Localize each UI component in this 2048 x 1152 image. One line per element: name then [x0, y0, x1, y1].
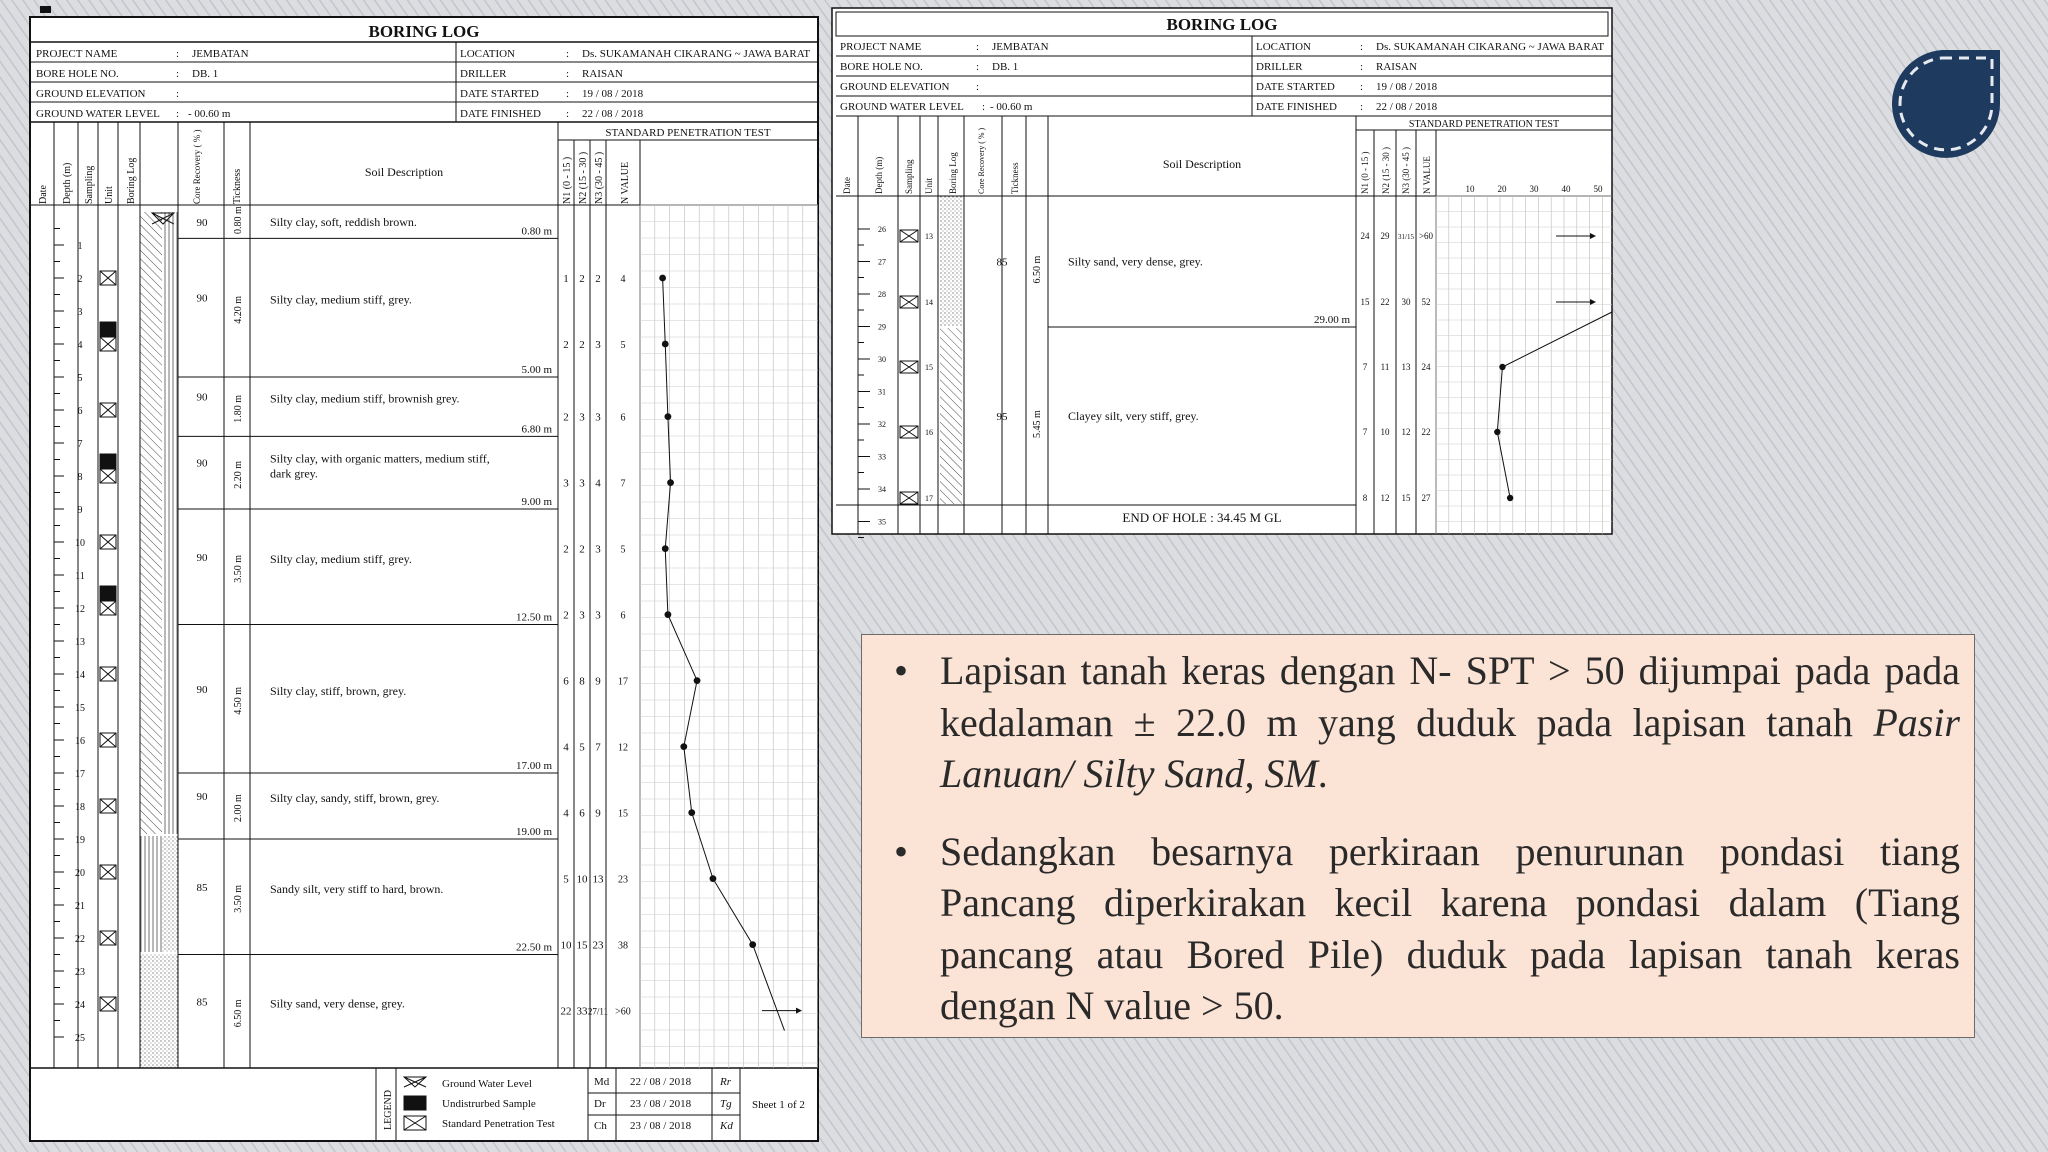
core-recovery: 85	[196, 881, 208, 894]
sample-number: 17	[925, 494, 933, 503]
layer-bottom-depth: 19.00 m	[515, 826, 552, 838]
depth-tick-label: 6	[77, 406, 83, 417]
layer-thickness: 3.50 m	[233, 884, 244, 913]
layer-description-2: Clayey silt, very stiff, grey.	[1068, 409, 1199, 423]
bullet-1: • Lapisan tanah keras dengan N- SPT > 50 dijumpai pada pada kedalaman ± 22.0 m yang duduk pada lapisan tanah Pasir Lanuan/ Silty Sand, SM.	[894, 648, 1960, 796]
spt-n-value-2: 27	[1421, 493, 1431, 503]
layer-description: Silty clay, medium stiff, grey.	[270, 551, 412, 566]
spt-n2: 33	[576, 1005, 588, 1018]
svg-text::: :	[176, 68, 180, 80]
spt-scale-label: 30	[1529, 184, 1539, 194]
log1-title: BORING LOG	[368, 22, 480, 41]
spt-n-value-2: >60	[1418, 231, 1434, 241]
log2-location-value: Ds. SUKAMANAH CIKARANG ~ JAWA BARAT	[1376, 41, 1605, 53]
spt-n3: 3	[595, 609, 601, 622]
depth-tick-label: 19	[75, 835, 85, 846]
sand-pattern-2	[940, 196, 962, 326]
log1-started-label: DATE STARTED	[460, 88, 539, 100]
layer-thickness: 0.80 m	[233, 206, 244, 234]
log1-location-value: Ds. SUKAMANAH CIKARANG ~ JAWA BARAT	[582, 48, 811, 60]
spt-n1-2: 15	[1360, 297, 1370, 307]
depth-tick-label: 18	[75, 802, 85, 813]
spt-n1: 3	[563, 477, 569, 490]
log1-col-boring: Boring Log	[126, 157, 137, 204]
spt-scale-label: 50	[1593, 184, 1603, 194]
spt-n2: 2	[579, 543, 585, 556]
spt-n1: 2	[563, 609, 569, 622]
depth-tick-label: 25	[75, 1033, 85, 1044]
spt-scale-label: 40	[1561, 184, 1571, 194]
legend-ch-date: 23 / 08 / 2018	[630, 1120, 692, 1132]
log2-gwl-label: GROUND WATER LEVEL	[840, 101, 964, 113]
spt-n-value: 4	[620, 274, 626, 285]
spt-n2: 5	[579, 741, 585, 754]
spt-n-value: >60	[615, 1006, 631, 1018]
svg-text::: :	[566, 48, 570, 60]
log2-col-date: Date	[842, 177, 852, 194]
depth-tick-label: 4	[77, 340, 83, 351]
svg-text::: :	[566, 68, 570, 80]
core-recovery: 90	[196, 217, 208, 229]
layer-thickness: 1.80 m	[233, 394, 244, 423]
log1-col-recovery: Core Recovery ( % )	[192, 129, 202, 204]
spt-n1: 2	[563, 543, 569, 556]
log1-driller-value: RAISAN	[582, 68, 623, 80]
silt-pattern-2	[940, 328, 962, 504]
depth-tick-label: 23	[75, 967, 85, 978]
layer-thickness-2: 6.50 m	[1032, 255, 1043, 284]
core-recovery-2: 85	[996, 256, 1008, 269]
spt-n1: 2	[563, 411, 569, 424]
log2-finished-value: 22 / 08 / 2018	[1376, 101, 1438, 113]
layer-bottom-depth: 12.50 m	[515, 611, 552, 624]
spt-n2-2: 22	[1380, 297, 1390, 307]
log2-col-boring: Boring Log	[948, 152, 958, 194]
log2-location-label: LOCATION	[1256, 41, 1311, 53]
spt-n2-2: 10	[1380, 427, 1390, 437]
layer-description: Silty clay, with organic matters, medium stiff,	[270, 451, 490, 466]
spt-n-value: 15	[618, 808, 628, 820]
spt-n2-2: 29	[1380, 231, 1390, 241]
spt-n3: 3	[595, 411, 601, 424]
depth-tick-label-2: 30	[878, 355, 886, 364]
spt-n1: 22	[560, 1005, 572, 1018]
spt-n1: 6	[563, 675, 569, 688]
log2-col-n2: N2 (15 - 30 )	[1381, 147, 1391, 194]
spt-n3: 7	[595, 741, 601, 754]
svg-text::: :	[1360, 81, 1364, 93]
depth-tick-label: 12	[75, 604, 85, 615]
layer-thickness: 2.00 m	[233, 794, 244, 822]
spt-n3-2: 15	[1401, 493, 1411, 503]
legend-ch-label: Ch	[594, 1120, 607, 1132]
spt-n2-2: 12	[1380, 493, 1390, 503]
layer-thickness-2: 5.45 m	[1032, 410, 1043, 438]
layer-description: Sandy silt, very stiff to hard, brown.	[270, 881, 444, 896]
spt-n1-2: 7	[1362, 362, 1368, 372]
legend-md-date: 22 / 08 / 2018	[630, 1076, 692, 1088]
legend-us: Undistrurbed Sample	[442, 1098, 536, 1110]
layer-description-2: dark grey.	[270, 466, 318, 481]
log2-col-spt: STANDARD PENETRATION TEST	[1408, 119, 1560, 130]
depth-tick-label: 14	[75, 670, 85, 681]
spt-n2: 2	[579, 339, 585, 351]
legend-gwl: Ground Water Level	[442, 1078, 532, 1090]
depth-tick-label: 13	[75, 637, 85, 648]
log1-gwl-label: GROUND WATER LEVEL	[36, 108, 160, 120]
core-recovery: 85	[196, 996, 208, 1009]
spt-n2: 6	[579, 807, 585, 820]
log1-col-n3: N3 (30 - 45 )	[594, 151, 605, 204]
log2-borehole-label: BORE HOLE NO.	[840, 61, 923, 73]
log2-col-n1: N1 (0 - 15 )	[1360, 151, 1370, 194]
log1-finished-value: 22 / 08 / 2018	[582, 108, 644, 120]
svg-text::: :	[566, 88, 570, 100]
spt-n1: 5	[563, 873, 569, 886]
depth-tick-label-2: 28	[878, 290, 886, 299]
spt-n3: 2	[595, 273, 601, 285]
log1-col-n1: N1 (0 - 15 )	[562, 156, 573, 204]
layer-thickness: 2.20 m	[233, 460, 244, 489]
svg-text::: :	[176, 108, 180, 120]
depth-tick-label: 15	[75, 703, 85, 714]
log1-started-value: 19 / 08 / 2018	[582, 88, 644, 100]
depth-tick-label: 9	[77, 505, 83, 516]
sample-number: 13	[925, 232, 933, 241]
layer-bottom-depth: 22.50 m	[515, 941, 552, 954]
legend-md-label: Md	[594, 1076, 610, 1088]
bullet-2: • Sedangkan besarnya perkiraan penurunan pondasi tiang Pancang diperkirakan kecil karena pondasi dalam (Tiang pancang atau Bored Pile) duduk pada lapisan tanah keras dengan N value > 50.	[894, 828, 1960, 1028]
depth-tick-label-2: 31	[878, 387, 886, 397]
spt-n2: 3	[579, 477, 585, 490]
log1-location-label: LOCATION	[460, 48, 515, 60]
depth-tick-label: 3	[77, 307, 83, 318]
legend-md-init: Rr	[720, 1076, 731, 1088]
legend-ch-init: Kd	[720, 1120, 733, 1132]
layer-description: Silty clay, sandy, stiff, brown, grey.	[270, 791, 440, 805]
log2-finished-label: DATE FINISHED	[1256, 101, 1337, 113]
log1-col-sampling: Sampling	[84, 165, 95, 204]
depth-tick-label: 7	[77, 439, 83, 450]
layer-thickness: 3.50 m	[233, 554, 244, 583]
log1-col-n: N VALUE	[620, 161, 631, 204]
core-recovery: 90	[196, 791, 208, 803]
sample-number: 16	[925, 428, 933, 437]
spt-n3: 3	[595, 339, 601, 351]
spt-n1: 1	[563, 273, 569, 285]
log1-col-thickness: Tickness	[232, 168, 243, 204]
log2-col-sampling: Sampling	[904, 159, 914, 194]
spt-n3-2: 30	[1401, 297, 1411, 307]
spt-n-value: 5	[620, 544, 626, 556]
svg-text::: :	[176, 88, 180, 100]
depth-tick-label: 10	[75, 538, 85, 549]
depth-tick-label-2: 26	[878, 225, 886, 234]
legend-dr-label: Dr	[594, 1098, 606, 1110]
spt-n-value: 5	[620, 340, 626, 351]
layer-thickness: 4.50 m	[233, 686, 244, 715]
log1-borehole-label: BORE HOLE NO.	[36, 68, 119, 80]
spt-n-value-2: 52	[1421, 297, 1431, 307]
log2-gwl-value: - 00.60 m	[990, 101, 1033, 113]
log2-col-n: N VALUE	[1422, 156, 1432, 194]
core-recovery-2: 95	[996, 411, 1008, 423]
log2-started-value: 19 / 08 / 2018	[1376, 81, 1438, 93]
spt-n2: 15	[576, 939, 588, 952]
spt-n1-2: 8	[1362, 493, 1368, 503]
core-recovery: 90	[196, 457, 208, 470]
depth-tick-label-2: 34	[878, 485, 886, 494]
sample-number: 14	[925, 298, 933, 307]
depth-tick-label: 17	[75, 769, 85, 780]
log2-col-n3: N3 (30 - 45 )	[1401, 147, 1411, 194]
spt-n-value: 38	[618, 940, 628, 952]
spt-n-value: 23	[618, 874, 628, 886]
svg-text::: :	[976, 41, 980, 53]
layer-description: Silty sand, very dense, grey.	[270, 996, 405, 1011]
svg-text::: :	[1360, 41, 1364, 53]
spt-n3: 9	[595, 807, 601, 820]
legend-dr-date: 23 / 08 / 2018	[630, 1098, 692, 1110]
depth-tick-label: 11	[75, 571, 85, 582]
spt-n3-2: 13	[1401, 362, 1411, 372]
depth-tick-label: 1	[77, 241, 83, 252]
spt-n-value-2: 22	[1421, 427, 1431, 437]
log1-col-soil: Soil Description	[364, 165, 444, 179]
layer-bottom-depth: 9.00 m	[521, 496, 552, 508]
depth-tick-label: 5	[77, 373, 83, 384]
spt-scale-label: 20	[1497, 184, 1507, 194]
svg-text::: :	[976, 61, 980, 73]
core-recovery: 90	[196, 551, 208, 564]
log2-borehole-value: DB. 1	[992, 61, 1019, 73]
layer-bottom-depth: 17.00 m	[515, 760, 552, 772]
svg-text::: :	[176, 48, 180, 60]
layer-description-2: Silty sand, very dense, grey.	[1068, 254, 1203, 269]
n-value-point-2	[1507, 495, 1513, 501]
depth-tick-label: 24	[75, 1000, 85, 1011]
svg-text::: :	[1360, 101, 1364, 113]
log1-col-n2: N2 (15 - 30 )	[578, 151, 589, 204]
log2-col-recovery: Core Recovery ( % )	[977, 127, 986, 194]
spt-n2: 10	[576, 873, 588, 886]
spt-n3-2: 12	[1401, 427, 1411, 437]
core-recovery: 90	[196, 292, 208, 305]
core-recovery: 90	[196, 683, 208, 696]
layer-bottom-depth: 6.80 m	[521, 423, 552, 436]
log1-col-depth: Depth (m)	[62, 162, 73, 204]
legend-dr-init: Tg	[720, 1098, 732, 1110]
depth-tick-label-2: 33	[878, 452, 886, 462]
spt-n3: 27/11	[587, 1006, 609, 1017]
spt-n-value: 6	[620, 610, 626, 622]
spt-n-value-2: 24	[1421, 362, 1431, 372]
spt-n-value: 7	[620, 478, 626, 490]
legend-title: LEGEND	[383, 1090, 394, 1130]
depth-tick-label: 20	[75, 868, 85, 879]
spt-n1: 10	[560, 939, 572, 952]
log1-elev-label: GROUND ELEVATION	[36, 88, 146, 100]
log2-driller-label: DRILLER	[1256, 61, 1303, 73]
log1-finished-label: DATE FINISHED	[460, 108, 541, 120]
log2-project-label: PROJECT NAME	[840, 41, 922, 53]
layer-thickness: 6.50 m	[233, 999, 244, 1028]
spt-n3: 23	[592, 939, 604, 952]
log2-col-depth: Depth (m)	[874, 156, 884, 194]
log2-project-value: JEMBATAN	[992, 41, 1049, 53]
log1-driller-label: DRILLER	[460, 68, 507, 80]
depth-tick-label: 2	[77, 274, 83, 285]
spt-n-value: 12	[618, 742, 628, 754]
spt-n2: 3	[579, 609, 585, 622]
log2-elev-label: GROUND ELEVATION	[840, 81, 950, 93]
svg-text::: :	[976, 81, 980, 93]
layer-description: Silty clay, stiff, brown, grey.	[270, 683, 407, 698]
log1-col-unit: Unit	[104, 186, 115, 204]
log2-driller-value: RAISAN	[1376, 61, 1417, 73]
spt-n3: 4	[595, 477, 601, 490]
svg-text::: :	[982, 101, 986, 113]
end-of-hole: END OF HOLE : 34.45 M GL	[1122, 510, 1282, 525]
log1-col-spt: STANDARD PENETRATION TEST	[605, 127, 771, 139]
log2-started-label: DATE STARTED	[1256, 81, 1335, 93]
layer-thickness: 4.20 m	[233, 295, 244, 324]
log1-col-date: Date	[38, 185, 49, 204]
spt-scale-label: 10	[1465, 184, 1475, 194]
legend-spt: Standard Penetration Test	[442, 1118, 555, 1130]
log1-project-value: JEMBATAN	[192, 48, 249, 60]
depth-tick-label: 8	[77, 472, 83, 483]
spt-n-value: 17	[618, 676, 628, 688]
summary-text-box	[861, 634, 1975, 1038]
sheet-number: Sheet 1 of 2	[752, 1099, 805, 1111]
log2-title: BORING LOG	[1166, 15, 1278, 34]
spt-n1-2: 24	[1360, 231, 1370, 241]
log1-gwl-value: - 00.60 m	[188, 108, 231, 120]
spt-n1: 4	[563, 807, 569, 820]
depth-tick-label: 21	[75, 901, 85, 912]
depth-tick-label: 16	[75, 736, 85, 747]
depth-tick-label-2: 29	[878, 322, 886, 332]
depth-tick-label-2: 35	[878, 517, 886, 527]
layer-bottom-depth: 5.00 m	[521, 364, 552, 376]
log2-col-thickness: Tickness	[1010, 162, 1020, 194]
n-value-point-2	[1499, 364, 1505, 370]
layer-bottom-depth: 0.80 m	[521, 225, 552, 238]
layer-bottom-depth-2: 29.00 m	[1313, 314, 1350, 326]
spt-n3: 9	[595, 675, 601, 688]
layer-description: Silty clay, soft, reddish brown.	[270, 215, 417, 229]
spt-n3-2: 31/15	[1398, 233, 1414, 241]
spt-n1: 2	[563, 339, 569, 351]
sample-number: 15	[925, 363, 933, 372]
log2-col-unit: Unit	[924, 177, 934, 194]
layer-description: Silty clay, medium stiff, brownish grey.	[270, 391, 460, 406]
spt-n2-2: 11	[1380, 362, 1390, 372]
spt-n3: 13	[592, 873, 604, 886]
svg-text::: :	[1360, 61, 1364, 73]
log1-borehole-value: DB. 1	[192, 68, 219, 80]
svg-text::: :	[566, 108, 570, 120]
depth-tick-label: 22	[75, 934, 85, 945]
spt-n-value: 6	[620, 412, 626, 424]
spt-n2: 8	[579, 675, 585, 688]
shield-badge-icon	[1880, 40, 2010, 170]
spt-n2: 3	[579, 411, 585, 424]
core-recovery: 90	[196, 391, 208, 404]
n-value-point-2	[1494, 429, 1500, 435]
spt-n1: 4	[563, 741, 569, 754]
depth-tick-label-2: 32	[878, 420, 886, 429]
spt-n3: 3	[595, 543, 601, 556]
spt-n2: 2	[579, 273, 585, 285]
spt-n1-2: 7	[1362, 427, 1368, 437]
depth-tick-label-2: 27	[878, 257, 886, 267]
layer-description: Silty clay, medium stiff, grey.	[270, 292, 412, 307]
log1-project-label: PROJECT NAME	[36, 48, 118, 60]
log2-col-soil: Soil Description	[1162, 157, 1242, 171]
